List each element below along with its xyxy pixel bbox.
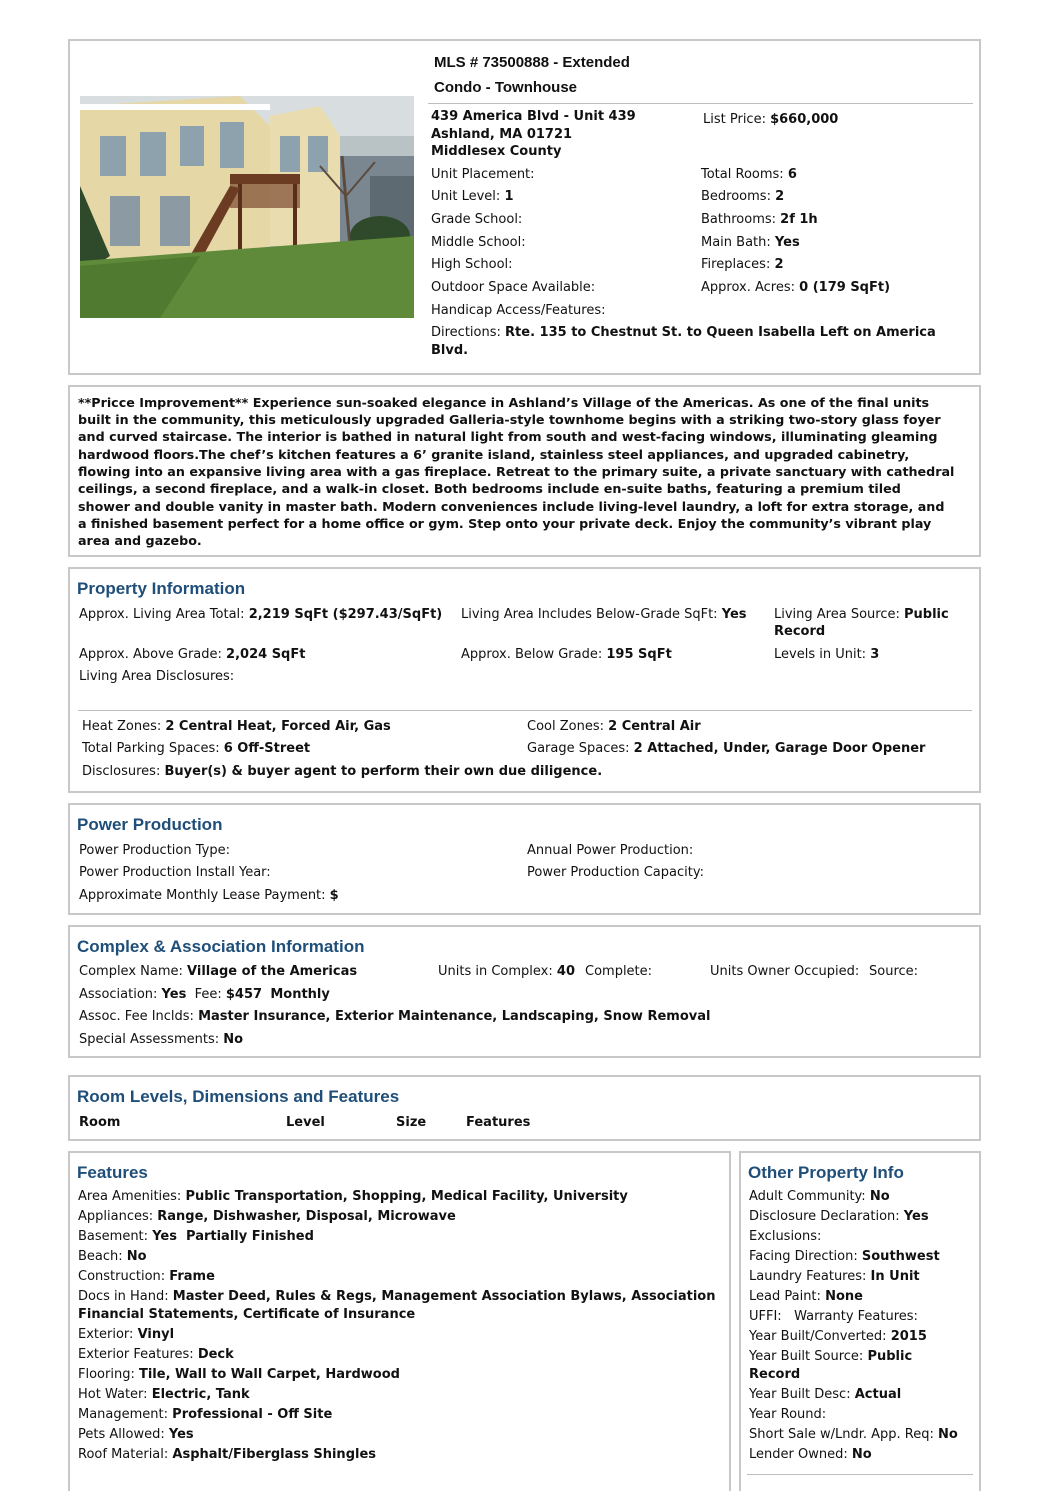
field-label: Total Rooms: bbox=[701, 167, 784, 182]
field-value: Tile, Wall to Wall Carpet, Hardwood bbox=[138, 1367, 400, 1382]
field-label: Special Assessments: bbox=[79, 1032, 220, 1047]
remarks-line: flowing into an expansive living area with a gas fireplace. Retreat to the primary suite, a private sanctuary with cathedral bbox=[78, 464, 955, 479]
field-value: Yes bbox=[168, 1427, 194, 1442]
field-value: 40 bbox=[556, 964, 575, 979]
field-value: 1 bbox=[504, 189, 514, 204]
field-label: Main Bath: bbox=[701, 235, 771, 250]
field-label: UFFI: Warranty Features: bbox=[749, 1309, 918, 1324]
above-grade bbox=[79, 647, 305, 663]
levels-in-unit bbox=[774, 647, 879, 663]
summary-row bbox=[431, 189, 513, 205]
units-owner-occupied: Units Owner Occupied: bbox=[710, 964, 860, 979]
list-item bbox=[749, 1349, 912, 1365]
field-label: Appliances: bbox=[78, 1209, 154, 1224]
list-item bbox=[749, 1427, 958, 1443]
field-label: Pets Allowed: bbox=[78, 1427, 165, 1442]
field-label: Area Amenities: bbox=[78, 1189, 182, 1204]
room-levels-box bbox=[68, 1075, 981, 1141]
list-item bbox=[78, 1327, 174, 1343]
field-label: Lender Owned: bbox=[749, 1447, 848, 1462]
fee-value: $457 bbox=[225, 987, 263, 1002]
field-value: 2 Central Heat, Forced Air, Gas bbox=[165, 719, 391, 734]
field-value: No bbox=[851, 1447, 872, 1462]
field-label: Laundry Features: bbox=[749, 1269, 867, 1284]
field-label: Docs in Hand: bbox=[78, 1289, 169, 1304]
cool-zones bbox=[527, 719, 701, 735]
power-type: Power Production Type: bbox=[79, 843, 230, 858]
field-label: Approximate Monthly Lease Payment: bbox=[79, 888, 326, 903]
property-type: Condo - Townhouse bbox=[434, 79, 578, 96]
field-label: Year Built/Converted: bbox=[749, 1329, 887, 1344]
field-label: Levels in Unit: bbox=[774, 647, 867, 662]
field-value: No bbox=[126, 1249, 147, 1264]
list-item-cont: Financial Statements, Certificate of Insurance bbox=[78, 1307, 416, 1322]
field-value: Yes Partially Finished bbox=[152, 1229, 314, 1244]
field-value: 2f 1h bbox=[780, 212, 818, 227]
field-value: Asphalt/Fiberglass Shingles bbox=[172, 1447, 377, 1462]
field-label: Bathrooms: bbox=[701, 212, 777, 227]
complete: Complete: bbox=[585, 964, 653, 979]
field-value: No bbox=[938, 1427, 958, 1442]
other-info-divider bbox=[747, 1474, 973, 1475]
column-header-room: Room bbox=[79, 1115, 121, 1130]
address-line-2: Ashland, MA 01721 bbox=[431, 127, 573, 142]
list-item bbox=[78, 1289, 715, 1305]
field-value: 2,024 SqFt bbox=[226, 647, 306, 662]
field-label: Facing Direction: bbox=[749, 1249, 858, 1264]
field-label: Approx. Living Area Total: bbox=[79, 607, 245, 622]
field-label: Exclusions: bbox=[749, 1229, 822, 1244]
section-title-rooms: Room Levels, Dimensions and Features bbox=[77, 1087, 400, 1106]
list-item bbox=[749, 1289, 863, 1305]
list-item bbox=[78, 1189, 628, 1205]
power-install-year: Power Production Install Year: bbox=[79, 865, 271, 880]
field-value: Public Transportation, Shopping, Medical Facility, University bbox=[185, 1189, 628, 1204]
summary-row bbox=[701, 167, 797, 183]
field-value: None bbox=[825, 1289, 863, 1304]
below-grade-included bbox=[461, 607, 747, 623]
field-value: Public bbox=[867, 1349, 913, 1364]
list-item bbox=[749, 1269, 920, 1285]
field-value: 0 (179 SqFt) bbox=[799, 280, 891, 295]
fee-period: Monthly bbox=[270, 987, 330, 1002]
below-grade bbox=[461, 647, 672, 663]
parking-spaces bbox=[82, 741, 310, 757]
field-value: Yes bbox=[903, 1209, 929, 1224]
field-label: Heat Zones: bbox=[82, 719, 162, 734]
section-title-other: Other Property Info bbox=[748, 1163, 904, 1182]
list-item bbox=[78, 1387, 250, 1403]
field-label: Year Built Desc: bbox=[749, 1387, 851, 1402]
field-value: Master Insurance, Exterior Maintenance, Landscaping, Snow Removal bbox=[198, 1009, 711, 1024]
field-label: Disclosure Declaration: bbox=[749, 1209, 900, 1224]
mls-number: MLS # 73500888 - Extended bbox=[434, 54, 630, 71]
list-item bbox=[78, 1447, 376, 1463]
remarks-line: and curved staircase. The interior is bathed in natural light from south and west-facing windows, illuminating gleaming bbox=[78, 429, 938, 444]
directions bbox=[431, 325, 936, 341]
section-title-power: Power Production bbox=[77, 815, 223, 834]
summary-row bbox=[701, 212, 818, 228]
living-area-total bbox=[79, 607, 442, 623]
field-label: Construction: bbox=[78, 1269, 166, 1284]
summary-row bbox=[431, 212, 522, 228]
list-item bbox=[749, 1387, 901, 1403]
field-value: 2 Attached, Under, Garage Door Opener bbox=[633, 741, 926, 756]
field-value: Deck bbox=[197, 1347, 234, 1362]
field-label: Disclosures: bbox=[82, 764, 161, 779]
field-value: Vinyl bbox=[137, 1327, 175, 1342]
remarks-line: **Pricce Improvement** Experience sun-soaked elegance in Ashland’s Village of the Americas. As one of the final units bbox=[78, 395, 930, 410]
list-item bbox=[749, 1329, 927, 1345]
list-item bbox=[749, 1249, 940, 1265]
header-divider bbox=[428, 103, 973, 104]
list-item bbox=[749, 1447, 872, 1463]
field-label: Handicap Access/Features: bbox=[431, 303, 606, 318]
field-value: 2015 bbox=[890, 1329, 927, 1344]
field-value: Range, Dishwasher, Disposal, Microwave bbox=[157, 1209, 456, 1224]
field-label: Unit Level: bbox=[431, 189, 501, 204]
section-title-complex: Complex & Association Information bbox=[77, 937, 365, 956]
field-label: Year Built Source: bbox=[749, 1349, 864, 1364]
field-value: No bbox=[869, 1189, 890, 1204]
field-value: No bbox=[223, 1032, 244, 1047]
field-label: Year Round: bbox=[749, 1407, 827, 1422]
field-value: 2,219 SqFt ($297.43/SqFt) bbox=[248, 607, 443, 622]
property-photo bbox=[80, 96, 414, 318]
county: Middlesex County bbox=[431, 144, 562, 159]
list-price bbox=[703, 112, 838, 128]
list-item bbox=[78, 1367, 400, 1383]
list-item bbox=[78, 1249, 147, 1265]
field-value: 2 bbox=[775, 189, 785, 204]
field-value: 195 SqFt bbox=[606, 647, 672, 662]
field-value: Professional - Off Site bbox=[172, 1407, 333, 1422]
field-label: Flooring: bbox=[78, 1367, 135, 1382]
field-value: Yes bbox=[774, 235, 800, 250]
remarks-line: ceilings, a second fireplace, and a walk-in closet. Both bedrooms include en-suite baths, featuring a premium tiled bbox=[78, 481, 901, 496]
field-label: Outdoor Space Available: bbox=[431, 280, 596, 295]
field-label: Garage Spaces: bbox=[527, 741, 630, 756]
field-value: Yes bbox=[161, 987, 187, 1002]
field-label: Middle School: bbox=[431, 235, 526, 250]
remarks-line: hardwood floors.The chef’s kitchen features a 6’ granite island, stainless steel appliances, and upgraded cabinetry, bbox=[78, 447, 910, 462]
field-value: In Unit bbox=[870, 1269, 920, 1284]
field-label: Fireplaces: bbox=[701, 257, 771, 272]
list-price-value: $660,000 bbox=[770, 112, 839, 127]
field-label: Cool Zones: bbox=[527, 719, 604, 734]
field-value: Frame bbox=[169, 1269, 215, 1284]
heat-zones bbox=[82, 719, 391, 735]
field-label: Grade School: bbox=[431, 212, 523, 227]
list-item bbox=[749, 1407, 826, 1423]
living-area-source bbox=[774, 607, 949, 623]
field-label: Complex Name: bbox=[79, 964, 183, 979]
directions-value-cont: Blvd. bbox=[431, 343, 469, 358]
remarks-line: shower and double vanity in master bath. Modern conveniences include living-level laundry, a loft for extra storage, and bbox=[78, 499, 945, 514]
field-label: Approx. Acres: bbox=[701, 280, 795, 295]
column-header-level: Level bbox=[286, 1115, 325, 1130]
field-label: Units in Complex: bbox=[438, 964, 553, 979]
complex-name bbox=[79, 964, 357, 980]
field-value: 2 Central Air bbox=[608, 719, 701, 734]
remarks-line: a finished basement perfect for a home office or gym. Step onto your private deck. Enjoy the community’s vibrant play bbox=[78, 516, 932, 531]
summary-row bbox=[431, 257, 513, 273]
field-label: High School: bbox=[431, 257, 513, 272]
field-value: Village of the Americas bbox=[187, 964, 358, 979]
field-label: Exterior Features: bbox=[78, 1347, 194, 1362]
summary-row bbox=[431, 235, 526, 251]
field-label: Association: bbox=[79, 987, 158, 1002]
field-value: Southwest bbox=[861, 1249, 940, 1264]
column-header-size: Size bbox=[396, 1115, 427, 1130]
section-title-property: Property Information bbox=[77, 579, 246, 598]
special-assessments bbox=[79, 1032, 243, 1048]
fee-label: Fee: bbox=[194, 987, 222, 1002]
summary-row bbox=[431, 303, 606, 319]
field-value: 3 bbox=[870, 647, 880, 662]
garage-spaces bbox=[527, 741, 925, 757]
power-capacity: Power Production Capacity: bbox=[527, 865, 704, 880]
list-item bbox=[78, 1229, 314, 1245]
field-label: Approx. Below Grade: bbox=[461, 647, 603, 662]
section-title-features: Features bbox=[77, 1163, 148, 1182]
field-label: Living Area Includes Below-Grade SqFt: bbox=[461, 607, 718, 622]
field-label: Hot Water: bbox=[78, 1387, 148, 1402]
owner-occupied-source: Source: bbox=[869, 964, 919, 979]
summary-row bbox=[701, 235, 800, 251]
list-item bbox=[78, 1427, 194, 1443]
list-item bbox=[78, 1347, 234, 1363]
field-label: Assoc. Fee Inclds: bbox=[79, 1009, 194, 1024]
association bbox=[79, 987, 330, 1003]
list-item bbox=[749, 1189, 890, 1205]
living-area-source-cont: Record bbox=[774, 624, 826, 639]
field-label: Short Sale w/Lndr. App. Req: bbox=[749, 1427, 934, 1442]
field-value: Public bbox=[904, 607, 949, 622]
field-label: Beach: bbox=[78, 1249, 123, 1264]
summary-row bbox=[701, 280, 890, 296]
summary-row bbox=[431, 167, 535, 183]
field-value: Buyer(s) & buyer agent to perform their own due diligence. bbox=[164, 764, 603, 779]
summary-row bbox=[701, 257, 784, 273]
field-label: Adult Community: bbox=[749, 1189, 866, 1204]
field-value: Master Deed, Rules & Regs, Management Association Bylaws, Association bbox=[172, 1289, 716, 1304]
monthly-lease bbox=[79, 888, 339, 904]
property-divider bbox=[78, 710, 972, 711]
list-item bbox=[749, 1229, 821, 1245]
list-item bbox=[749, 1209, 929, 1225]
field-label: Bedrooms: bbox=[701, 189, 771, 204]
list-item bbox=[78, 1209, 456, 1225]
field-label: Approx. Above Grade: bbox=[79, 647, 222, 662]
living-area-disclosures: Living Area Disclosures: bbox=[79, 669, 235, 684]
field-label: Living Area Source: bbox=[774, 607, 900, 622]
field-value: $ bbox=[329, 888, 339, 903]
list-price-label: List Price: bbox=[703, 112, 766, 127]
disclosures bbox=[82, 764, 602, 780]
directions-label: Directions: bbox=[431, 325, 501, 340]
field-label: Basement: bbox=[78, 1229, 149, 1244]
field-label: Management: bbox=[78, 1407, 169, 1422]
list-item-cont: Record bbox=[749, 1367, 801, 1382]
units-in-complex bbox=[438, 964, 575, 980]
field-label: Lead Paint: bbox=[749, 1289, 821, 1304]
field-value: 2 bbox=[774, 257, 784, 272]
remarks-line: area and gazebo. bbox=[78, 533, 202, 548]
field-value: 6 Off-Street bbox=[223, 741, 311, 756]
field-value: Yes bbox=[721, 607, 747, 622]
field-value: Actual bbox=[854, 1387, 902, 1402]
list-item bbox=[78, 1407, 332, 1423]
field-label: Roof Material: bbox=[78, 1447, 169, 1462]
list-item bbox=[749, 1309, 922, 1325]
summary-row bbox=[701, 189, 784, 205]
directions-value: Rte. 135 to Chestnut St. to Queen Isabella Left on America bbox=[505, 325, 936, 340]
annual-power: Annual Power Production: bbox=[527, 843, 694, 858]
summary-row bbox=[431, 280, 595, 296]
remarks-line: built in the community, this meticulously upgraded Galleria-style townhome begins with a striking two-story glass foyer bbox=[78, 412, 941, 427]
field-label: Unit Placement: bbox=[431, 167, 535, 182]
field-label: Exterior: bbox=[78, 1327, 134, 1342]
fee-includes bbox=[79, 1009, 710, 1025]
field-value: 6 bbox=[787, 167, 797, 182]
column-header-features: Features bbox=[466, 1115, 531, 1130]
field-label: Total Parking Spaces: bbox=[82, 741, 220, 756]
field-value: Electric, Tank bbox=[151, 1387, 250, 1402]
address-line-1: 439 America Blvd - Unit 439 bbox=[431, 109, 636, 124]
list-item bbox=[78, 1269, 215, 1285]
